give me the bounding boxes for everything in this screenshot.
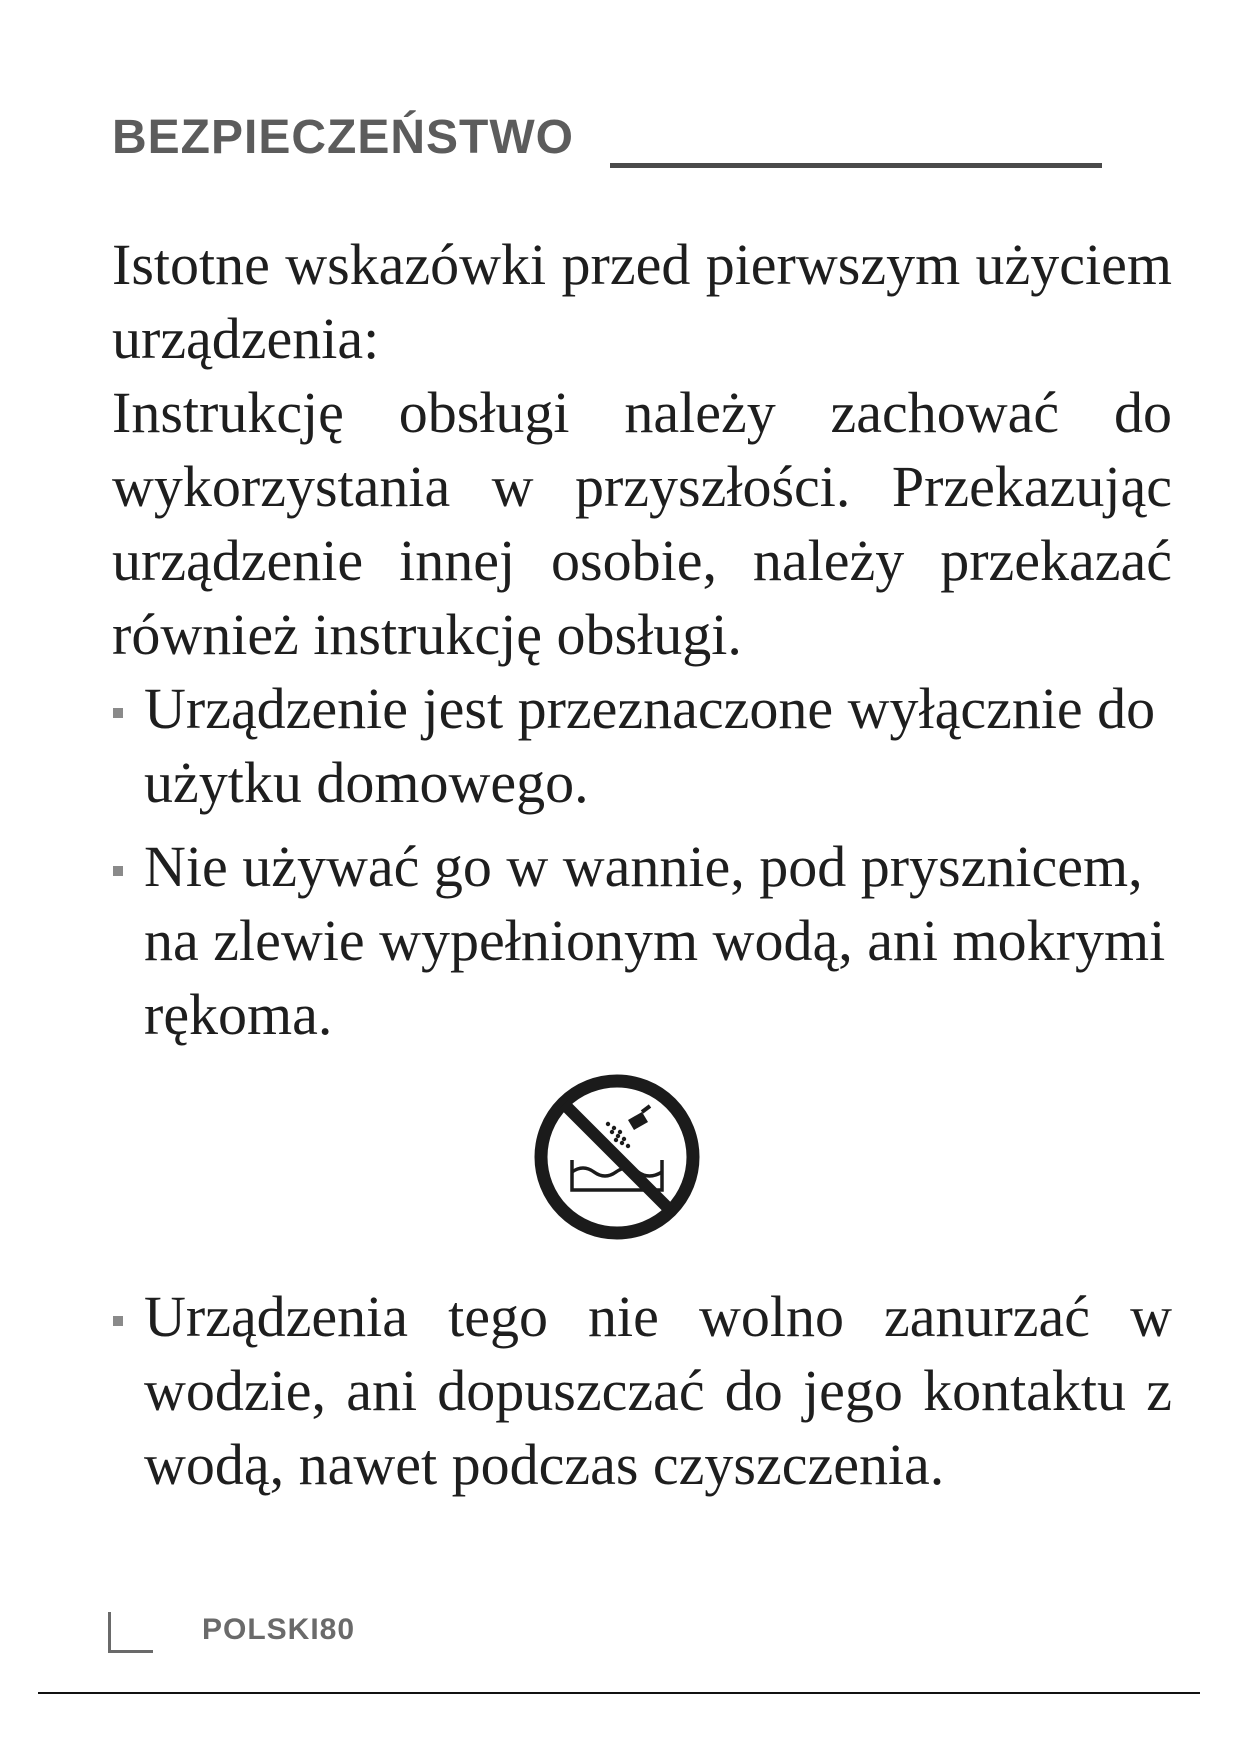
bullet-item	[112, 1280, 1172, 1502]
bullet-marker	[113, 1316, 123, 1326]
body-content-lower	[112, 1280, 1172, 1502]
intro-heading: Istotne wskazówki przed pierwszym użyciem urządzenia:	[112, 232, 1172, 371]
bullet-marker	[113, 708, 123, 718]
bullet-item	[112, 830, 1172, 1052]
section-title: BEZPIECZEŃSTWO	[112, 111, 575, 164]
no-bath-shower-icon	[532, 1072, 702, 1242]
bullet-text: Nie używać go w wannie, pod prysznicem, na zlewie wypełnionym wodą, ani mokrymi rękoma.	[144, 834, 1166, 1047]
bullet-text: Urządzenia tego nie wolno zanurzać w wodzie, ani dopuszczać do jego kontaktu z wodą, nawet podczas czyszczenia.	[144, 1284, 1172, 1497]
bullet-marker	[113, 866, 123, 876]
bullet-item	[112, 672, 1172, 820]
header-rule	[610, 163, 1102, 168]
footer-corner-mark	[108, 1612, 153, 1653]
footer-page-label: POLSKI80	[202, 1613, 356, 1646]
intro-paragraph: Instrukcję obsługi należy zachować do wykorzystania w przyszłości. Przekazując urządzenie innej osobie, należy przekazać również instrukcję obsługi.	[112, 380, 1172, 667]
bottom-rule	[38, 1692, 1200, 1694]
bullet-text: Urządzenie jest przeznaczone wyłącznie do użytku domowego.	[144, 676, 1156, 815]
section-header	[112, 108, 1102, 168]
body-content	[112, 228, 1172, 1052]
